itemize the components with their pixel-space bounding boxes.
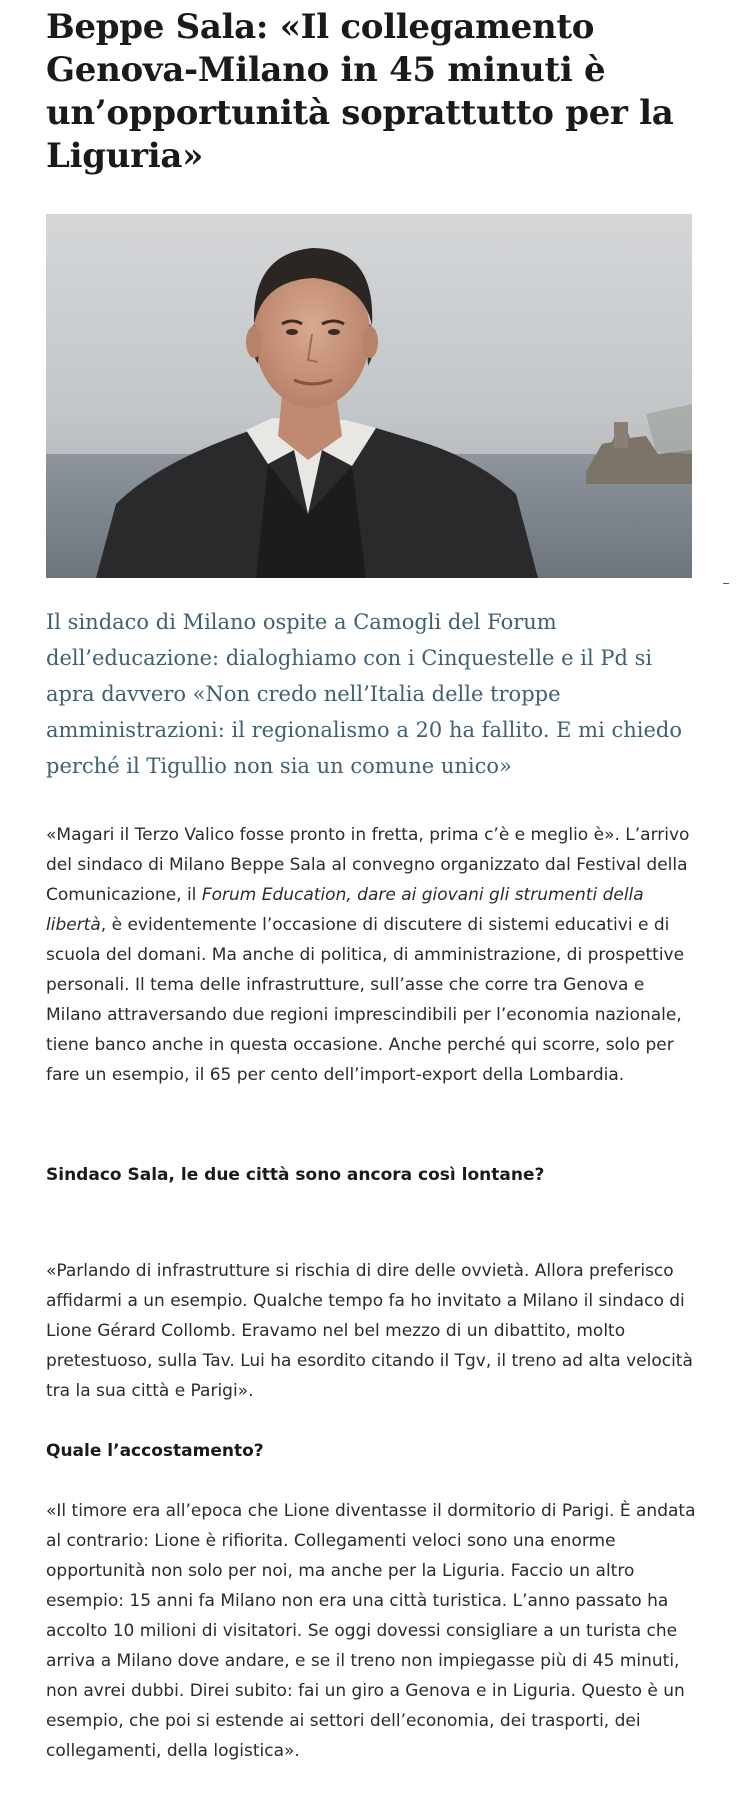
forum-title-italic: Forum Education, dare ai giovani gli strumenti della libertà (46, 885, 644, 935)
article-title: Beppe Sala: «Il collegamento Genova-Milano in 45 minuti è un’opportunità soprattutto per la Liguria» (46, 7, 674, 176)
paragraph-intro (46, 820, 698, 1090)
article-photo (46, 214, 692, 578)
interview-question-2: Quale l’accostamento? (46, 1441, 264, 1461)
paragraph-intro-part1: «Magari il Terzo Valico fosse pronto in fretta, prima c’è e meglio è». L’arrivo del sindaco di Milano Beppe Sala al convegno organizzato dal Festival della Comunicazione, il (46, 825, 690, 905)
interview-answer-2: «Il timore era all’epoca che Lione diventasse il dormitorio di Parigi. È andata al contrario: Lione è rifiorita. Collegamenti veloci sono una enorme opportunità non solo per noi, ma anche per la Liguria. Faccio un altro esempio: 15 anni fa Milano non era una città turistica. L’anno passato ha accolto 10 milioni di visitatori. Se oggi dovessi consigliare a un turista che arriva a Milano dove andare, e se il treno non impiegasse più di 45 minuti, non avrei dubbi. Direi subito: fai un giro a Genova e in Liguria. Questo è un esempio, che poi si estende ai settori dell’economia, dei trasporti, dei collegamenti, della logistica». (46, 1501, 696, 1761)
paragraph-intro-part2: , è evidentemente l’occasione di discutere di sistemi educativi e di scuola del domani. Ma anche di politica, di amministrazione, di prospettive personali. Il tema delle infrastrutture, sull’asse che corre tra Genova e Milano attraversando due regioni imprescindibili per l’economia nazionale, tiene banco anche in questa occasione. Anche perché qui scorre, solo per fare un esempio, il 65 per cento dell’import-export della Lombardia. (46, 915, 685, 1085)
article-subtitle: Il sindaco di Milano ospite a Camogli del Forum dell’educazione: dialoghiamo con i Cinquestelle e il Pd si apra davvero «Non credo nell’Italia delle troppe amministrazioni: il regionalismo a 20 ha fallito. E mi chiedo perché il Tigullio non sia un comune unico» (46, 610, 682, 778)
side-marker (723, 583, 729, 584)
article-header (46, 0, 696, 178)
interview-answer-1: «Parlando di infrastrutture si rischia di dire delle ovvietà. Allora preferisco affidarmi a un esempio. Qualche tempo fa ho invitato a Milano il sindaco di Lione Gérard Collomb. Eravamo nel bel mezzo di un dibattito, molto pretestuoso, sulla Tav. Lui ha esordito citando il Tgv, il treno ad alta velocità tra la sua città e Parigi». (46, 1261, 693, 1401)
interview-question-1: Sindaco Sala, le due città sono ancora così lontane? (46, 1165, 545, 1185)
